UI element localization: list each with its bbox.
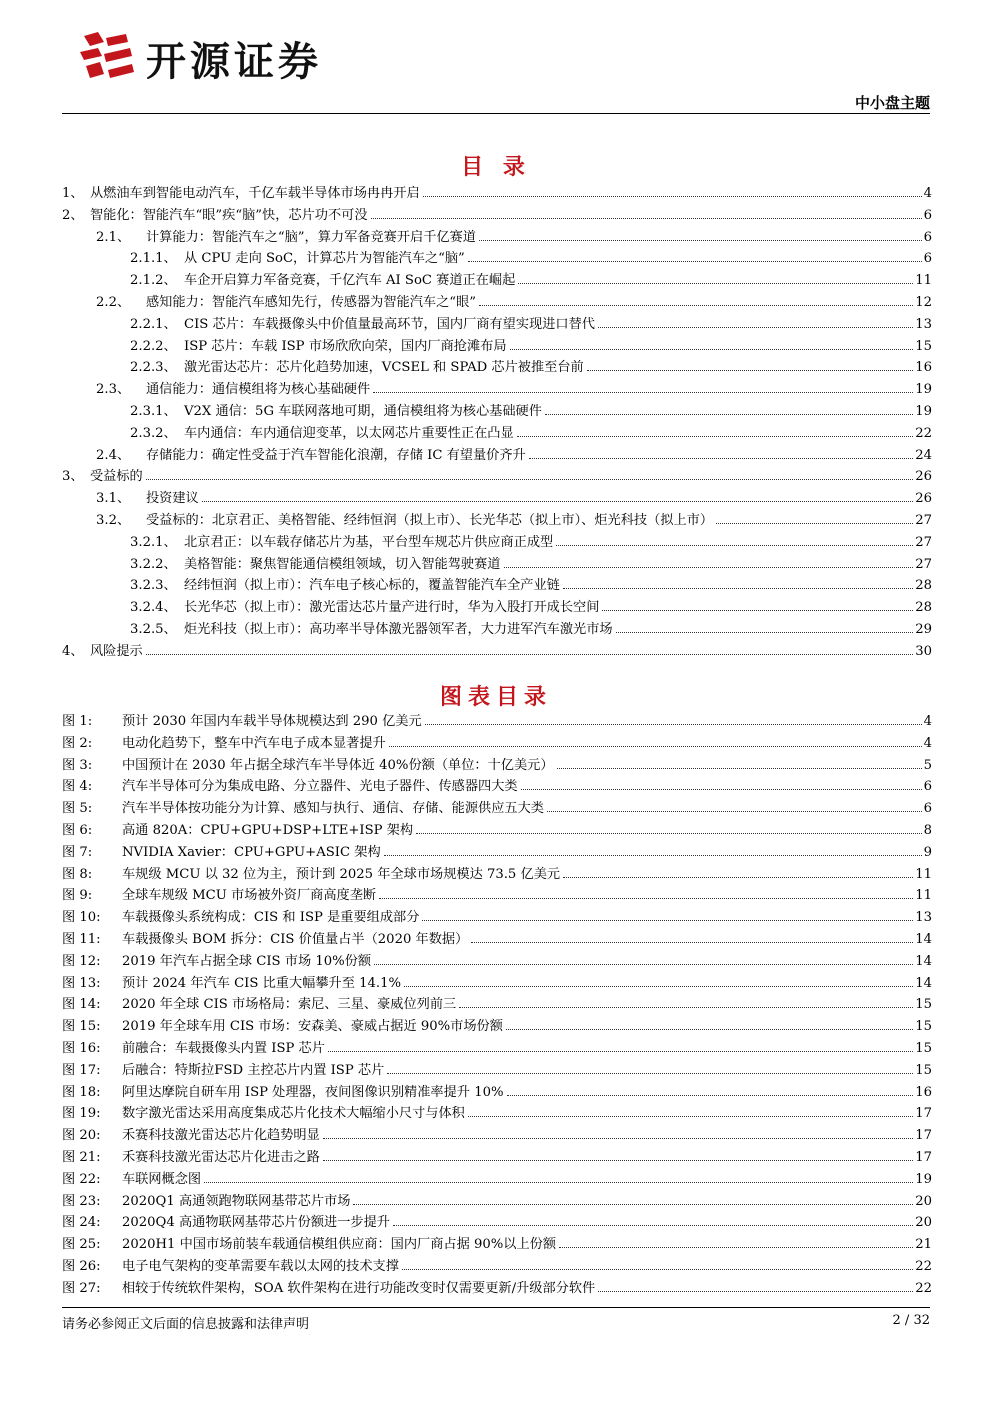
figure-entry-text: 中国预计在 2030 年占据全球汽车半导体近 40%份额（单位：十亿美元） <box>122 757 554 773</box>
figure-entry-page: 13 <box>915 910 932 926</box>
dot-leader <box>416 833 922 834</box>
figure-entry[interactable] <box>62 733 932 755</box>
toc-entry-page: 29 <box>915 621 932 637</box>
toc-entry-page: 11 <box>915 273 932 289</box>
figure-entry-text: 数字激光雷达采用高度集成芯片化技术大幅缩小尺寸与体积 <box>122 1106 465 1122</box>
figure-entry-page: 19 <box>915 1171 932 1187</box>
figure-entry-text: 汽车半导体可分为集成电路、分立器件、光电子器件、传感器四大类 <box>122 779 518 795</box>
figure-entry-number: 图 1: <box>62 714 93 729</box>
toc-entry-text: 经纬恒润（拟上市）：汽车电子核心标的，覆盖智能汽车全产业链 <box>184 578 560 594</box>
toc-entry-text: 受益标的：北京君正、美格智能、经纬恒润（拟上市）、长光华芯（拟上市）、炬光科技（拟上市） <box>146 512 714 528</box>
figure-entry-text: 车规级 MCU 以 32 位为主，预计到 2025 年全球市场规模达 73.5 亿美元 <box>122 866 561 882</box>
figure-entry-text: 高通 820A：CPU+GPU+DSP+LTE+ISP 架构 <box>122 822 414 838</box>
dot-leader <box>371 218 922 219</box>
figure-entry-text: 2020H1 中国市场前装车载通信模组供应商：国内厂商占据 90%以上份额 <box>122 1237 557 1253</box>
figure-entry-number: 图 27: <box>62 1280 101 1296</box>
toc-list <box>62 183 932 663</box>
figure-entry[interactable] <box>62 1147 932 1169</box>
toc-entry-text: 美格智能：聚焦智能通信模组领域，切入智能驾驶赛道 <box>184 556 501 572</box>
toc-entry-number: 3.2.5、 <box>130 621 177 637</box>
dot-leader <box>425 724 922 725</box>
page-header <box>0 0 992 115</box>
toc-entry[interactable] <box>62 488 932 510</box>
figure-entry-number: 图 24: <box>62 1215 101 1231</box>
figure-entry-text: 2020 年全球 CIS 市场格局：索尼、三星、豪威位列前三 <box>122 997 457 1013</box>
figure-entry-page: 4 <box>923 714 932 729</box>
toc-entry-text: ISP 芯片：车载 ISP 市场欣欣向荣，国内厂商抢滩布局 <box>184 338 507 354</box>
figure-entry[interactable] <box>62 1256 932 1278</box>
toc-entry[interactable] <box>62 575 932 597</box>
figure-entry-text: 车载摄像头系统构成：CIS 和 ISP 是重要组成部分 <box>122 910 420 926</box>
toc-entry-page: 22 <box>915 425 932 441</box>
toc-entry-text: 炬光科技（拟上市）：高功率半导体激光器领军者，大力进军汽车激光市场 <box>184 621 613 637</box>
figure-entry-number: 图 23: <box>62 1193 101 1209</box>
figure-entry-number: 图 20: <box>62 1128 101 1144</box>
dot-leader <box>479 305 913 306</box>
dot-leader <box>479 240 922 241</box>
figure-entry-number: 图 11: <box>62 931 101 947</box>
toc-entry-text: 计算能力：智能汽车之“脑”，算力军备竞赛开启千亿赛道 <box>146 229 476 245</box>
toc-entry-text: 智能化：智能汽车“眼”疾“脑”快，芯片功不可没 <box>90 207 368 223</box>
toc-entry-text: 激光雷达芯片：芯片化趋势加速，VCSEL 和 SPAD 芯片被推至台前 <box>184 360 584 376</box>
toc-entry-number: 2.3.1、 <box>130 403 177 419</box>
figure-entry-number: 图 14: <box>62 997 101 1013</box>
toc-entry-page: 6 <box>923 229 932 245</box>
toc-entry-text: 通信能力：通信模组将为核心基础硬件 <box>146 382 371 398</box>
toc-entry-page: 26 <box>915 469 932 485</box>
toc-entry-text: 北京君正：以车载存储芯片为基，平台型车规芯片供应商正成型 <box>184 534 554 550</box>
figure-entry-number: 图 2: <box>62 735 93 751</box>
figure-entry[interactable] <box>62 1103 932 1125</box>
dot-leader <box>506 1029 913 1030</box>
figure-entry-page: 11 <box>915 866 932 882</box>
dot-leader <box>598 327 913 328</box>
figure-entry-page: 20 <box>915 1193 932 1209</box>
dot-leader <box>507 1095 914 1096</box>
figure-entry[interactable] <box>62 1060 932 1082</box>
dot-leader <box>323 1138 913 1139</box>
figure-entry[interactable] <box>62 776 932 798</box>
toc-entry-text: 投资建议 <box>146 491 199 507</box>
toc-entry[interactable] <box>62 445 932 467</box>
toc-entry-page: 27 <box>915 556 932 572</box>
section-label: 中小盘主题 <box>854 94 930 112</box>
dot-leader <box>557 768 922 769</box>
toc-entry[interactable] <box>62 379 932 401</box>
figure-entry-page: 15 <box>915 1019 932 1035</box>
figure-entry-number: 图 17: <box>62 1062 101 1078</box>
kaiyuan-logo-icon <box>78 30 136 86</box>
toc-entry-page: 4 <box>923 186 932 201</box>
figure-entry[interactable] <box>62 755 932 777</box>
dot-leader <box>518 283 913 284</box>
figure-entry-number: 图 9: <box>62 888 93 904</box>
brand-name: 开源证券 <box>146 38 322 85</box>
toc-title: 目 录 <box>461 155 531 180</box>
toc-entry[interactable] <box>62 401 932 423</box>
figure-entry[interactable] <box>62 1212 932 1234</box>
toc-entry-page: 19 <box>915 382 932 398</box>
toc-entry[interactable] <box>62 248 932 270</box>
brand-logo <box>78 30 322 86</box>
footer-disclaimer: 请务必参阅正文后面的信息披露和法律声明 <box>62 1317 310 1332</box>
toc-entry-number: 2.1.2、 <box>130 273 177 289</box>
toc-entry-number: 2.2.2、 <box>130 338 177 354</box>
figure-entry-page: 8 <box>923 822 932 838</box>
toc-entry-number: 2.2.1、 <box>130 316 177 332</box>
dot-leader <box>353 1204 913 1205</box>
figure-entry-page: 11 <box>915 888 932 904</box>
toc-entry-page: 24 <box>915 447 932 463</box>
dot-leader <box>146 479 913 480</box>
figure-entry-page: 22 <box>915 1280 932 1296</box>
figure-toc-title: 图表目录 <box>439 685 552 710</box>
figure-entry-number: 图 18: <box>62 1084 101 1100</box>
toc-entry-page: 27 <box>915 534 932 550</box>
dot-leader <box>587 370 914 371</box>
figure-toc-list <box>62 711 932 1300</box>
toc-entry[interactable] <box>62 183 932 205</box>
dot-leader <box>616 632 914 633</box>
figure-entry-number: 图 5: <box>62 801 93 817</box>
figure-entry-page: 14 <box>915 931 932 947</box>
figure-entry-number: 图 4: <box>62 779 93 795</box>
toc-entry[interactable] <box>62 641 932 663</box>
footer-divider <box>62 1307 930 1308</box>
figure-entry-text: 前融合：车载摄像头内置 ISP 芯片 <box>122 1040 325 1056</box>
toc-entry[interactable] <box>62 554 932 576</box>
dot-leader <box>556 545 913 546</box>
figure-entry-number: 图 15: <box>62 1019 101 1035</box>
dot-leader <box>521 789 922 790</box>
figure-entry[interactable] <box>62 1125 932 1147</box>
figure-entry-number: 图 13: <box>62 975 101 991</box>
toc-entry-number: 3.1、 <box>96 491 131 507</box>
dot-leader <box>559 1247 913 1248</box>
toc-entry-number: 3、 <box>62 469 84 485</box>
toc-entry[interactable] <box>62 532 932 554</box>
figure-entry-page: 17 <box>915 1149 932 1165</box>
figure-entry-text: 2020Q4 高通物联网基带芯片份额进一步提升 <box>122 1215 390 1231</box>
figure-entry-number: 图 19: <box>62 1106 101 1122</box>
toc-entry[interactable] <box>62 597 932 619</box>
figure-entry-text: 预计 2024 年汽车 CIS 比重大幅攀升至 14.1% <box>122 975 401 991</box>
toc-entry[interactable] <box>62 227 932 249</box>
toc-entry-text: 车企开启算力军备竞赛，千亿汽车 AI SoC 赛道正在崛起 <box>184 273 516 289</box>
dot-leader <box>510 349 914 350</box>
toc-entry-number: 2.2、 <box>96 294 131 310</box>
toc-entry-number: 4、 <box>62 643 84 659</box>
toc-entry-page: 6 <box>923 251 932 267</box>
toc-entry-number: 2.1.1、 <box>130 251 177 267</box>
figure-entry-text: 电子电气架构的变革需要车载以太网的技术支撑 <box>122 1258 399 1274</box>
figure-entry-text: 禾赛科技激光雷达芯片化趋势明显 <box>122 1128 320 1144</box>
figure-entry-text: 2020Q1 高通领跑物联网基带芯片市场 <box>122 1193 351 1209</box>
dot-leader <box>146 654 913 655</box>
toc-entry-text: V2X 通信：5G 车联网落地可期，通信模组将为核心基础硬件 <box>184 403 542 419</box>
toc-entry-text: 从 CPU 走向 SoC，计算芯片为智能汽车之“脑” <box>184 251 465 267</box>
dot-leader <box>459 1007 913 1008</box>
dot-leader <box>563 588 913 589</box>
toc-entry-number: 2.3.2、 <box>130 425 177 441</box>
toc-entry-page: 13 <box>915 316 932 332</box>
figure-entry-number: 图 8: <box>62 866 93 882</box>
figure-entry[interactable] <box>62 1082 932 1104</box>
figure-entry[interactable] <box>62 1016 932 1038</box>
dot-leader <box>202 501 913 502</box>
dot-leader <box>468 1116 913 1117</box>
figure-entry[interactable] <box>62 1038 932 1060</box>
figure-entry-page: 16 <box>915 1084 932 1100</box>
figure-entry-text: 电动化趋势下，整车中汽车电子成本显著提升 <box>122 735 386 751</box>
dot-leader <box>323 1160 913 1161</box>
figure-entry-text: 后融合：特斯拉FSD 主控芯片内置 ISP 芯片 <box>122 1062 385 1078</box>
toc-entry-text: 车内通信：车内通信迎变革，以太网芯片重要性正在凸显 <box>184 425 514 441</box>
toc-entry-number: 2.3、 <box>96 382 131 398</box>
dot-leader <box>529 458 913 459</box>
dot-leader <box>387 1073 913 1074</box>
dot-leader <box>389 746 922 747</box>
figure-entry-page: 22 <box>915 1258 932 1274</box>
figure-entry[interactable] <box>62 907 932 929</box>
figure-entry-text: 汽车半导体按功能分为计算、感知与执行、通信、存储、能源供应五大类 <box>122 801 544 817</box>
figure-entry-text: 禾赛科技激光雷达芯片化进击之路 <box>122 1149 320 1165</box>
figure-entry-number: 图 22: <box>62 1171 101 1187</box>
figure-entry[interactable] <box>62 1169 932 1191</box>
dot-leader <box>545 414 913 415</box>
figure-entry-text: 预计 2030 年国内车载半导体规模达到 290 亿美元 <box>122 714 422 729</box>
dot-leader <box>471 942 913 943</box>
figure-entry-page: 14 <box>915 975 932 991</box>
figure-entry-page: 6 <box>923 801 932 817</box>
toc-entry-text: 受益标的 <box>90 469 143 485</box>
figure-entry-number: 图 25: <box>62 1237 101 1253</box>
figure-entry-page: 21 <box>915 1237 932 1253</box>
figure-entry-page: 6 <box>923 779 932 795</box>
figure-entry-number: 图 12: <box>62 953 101 969</box>
figure-entry-text: 2019 年全球车用 CIS 市场：安森美、豪威占据近 90%市场份额 <box>122 1019 503 1035</box>
figure-entry[interactable] <box>62 885 932 907</box>
dot-leader <box>402 1269 913 1270</box>
figure-entry-page: 4 <box>923 735 932 751</box>
dot-leader <box>468 261 922 262</box>
figure-entry[interactable] <box>62 951 932 973</box>
figure-entry-page: 15 <box>915 1062 932 1078</box>
header-divider <box>62 113 930 114</box>
figure-entry[interactable] <box>62 864 932 886</box>
figure-entry-page: 20 <box>915 1215 932 1231</box>
toc-entry-page: 6 <box>923 207 932 223</box>
dot-leader <box>393 1225 913 1226</box>
toc-entry-number: 3.2.1、 <box>130 534 177 550</box>
toc-entry-page: 19 <box>915 403 932 419</box>
dot-leader <box>423 196 922 197</box>
page-number: 2 / 32 <box>892 1313 930 1328</box>
figure-entry-number: 图 21: <box>62 1149 101 1165</box>
toc-entry-number: 3.2.3、 <box>130 578 177 594</box>
toc-entry[interactable] <box>62 314 932 336</box>
toc-entry-number: 2.4、 <box>96 447 131 463</box>
figure-entry[interactable] <box>62 973 932 995</box>
toc-entry-number: 2、 <box>62 207 84 223</box>
figure-entry-text: 车联网概念图 <box>122 1171 202 1187</box>
figure-entry[interactable] <box>62 929 932 951</box>
figure-entry-text: 车载摄像头 BOM 拆分：CIS 价值量占半（2020 年数据） <box>122 931 469 947</box>
toc-entry-text: 存储能力：确定性受益于汽车智能化浪潮，存储 IC 有望量价齐升 <box>146 447 526 463</box>
toc-entry-number: 2.2.3、 <box>130 360 177 376</box>
dot-leader <box>517 436 914 437</box>
toc-entry-page: 15 <box>915 338 932 354</box>
figure-entry[interactable] <box>62 711 932 733</box>
toc-entry-page: 28 <box>915 600 932 616</box>
figure-entry-page: 15 <box>915 1040 932 1056</box>
toc-entry[interactable] <box>62 292 932 314</box>
toc-entry-text: 感知能力：智能汽车感知先行，传感器为智能汽车之“眼” <box>146 294 476 310</box>
toc-entry[interactable] <box>62 357 932 379</box>
dot-leader <box>328 1051 913 1052</box>
dot-leader <box>547 811 922 812</box>
toc-entry[interactable] <box>62 205 932 227</box>
figure-entry-text: 相较于传统软件架构，SOA 软件架构在进行功能改变时仅需要更新/升级部分软件 <box>122 1280 596 1296</box>
dot-leader <box>598 1291 913 1292</box>
figure-entry-text: 2019 年汽车占据全球 CIS 市场 10%份额 <box>122 953 372 969</box>
figure-entry[interactable] <box>62 1191 932 1213</box>
figure-entry-page: 17 <box>915 1106 932 1122</box>
toc-entry[interactable] <box>62 510 932 532</box>
toc-entry-text: 从燃油车到智能电动汽车，千亿车载半导体市场冉冉开启 <box>90 186 420 201</box>
toc-entry-number: 3.2、 <box>96 512 131 528</box>
figure-entry[interactable] <box>62 842 932 864</box>
figure-entry-text: NVIDIA Xavier：CPU+GPU+ASIC 架构 <box>122 844 381 860</box>
figure-entry-number: 图 10: <box>62 910 101 926</box>
dot-leader <box>404 986 913 987</box>
figure-entry[interactable] <box>62 1278 932 1300</box>
dot-leader <box>563 877 913 878</box>
figure-entry[interactable] <box>62 820 932 842</box>
figure-entry-page: 5 <box>923 757 932 773</box>
figure-entry[interactable] <box>62 798 932 820</box>
figure-entry-number: 图 26: <box>62 1258 101 1274</box>
toc-entry-number: 3.2.2、 <box>130 556 177 572</box>
toc-entry-number: 2.1、 <box>96 229 131 245</box>
figure-entry-number: 图 6: <box>62 822 93 838</box>
figure-entry-page: 9 <box>923 844 932 860</box>
toc-entry[interactable] <box>62 466 932 488</box>
toc-entry-page: 16 <box>915 360 932 376</box>
figure-entry-number: 图 16: <box>62 1040 101 1056</box>
figure-entry-page: 14 <box>915 953 932 969</box>
dot-leader <box>373 392 913 393</box>
figure-entry-text: 全球车规级 MCU 市场被外资厂商高度垄断 <box>122 888 377 904</box>
toc-entry-number: 1、 <box>62 186 84 201</box>
figure-entry-page: 17 <box>915 1128 932 1144</box>
dot-leader <box>204 1182 913 1183</box>
toc-entry[interactable] <box>62 423 932 445</box>
dot-leader <box>384 855 922 856</box>
figure-entry[interactable] <box>62 994 932 1016</box>
dot-leader <box>602 610 913 611</box>
dot-leader <box>374 964 913 965</box>
toc-entry[interactable] <box>62 619 932 641</box>
toc-entry-text: 风险提示 <box>90 643 143 659</box>
dot-leader <box>504 567 914 568</box>
toc-entry[interactable] <box>62 270 932 292</box>
toc-entry-text: CIS 芯片：车载摄像头中价值量最高环节，国内厂商有望实现进口替代 <box>184 316 595 332</box>
toc-entry-page: 12 <box>915 294 932 310</box>
toc-entry-number: 3.2.4、 <box>130 600 177 616</box>
toc-entry[interactable] <box>62 336 932 358</box>
figure-entry[interactable] <box>62 1234 932 1256</box>
dot-leader <box>716 523 913 524</box>
toc-entry-text: 长光华芯（拟上市）：激光雷达芯片量产进行时，华为入股打开成长空间 <box>184 600 600 616</box>
dot-leader <box>379 898 913 899</box>
toc-entry-page: 27 <box>915 512 932 528</box>
toc-entry-page: 30 <box>915 643 932 659</box>
toc-entry-page: 26 <box>915 491 932 507</box>
figure-entry-number: 图 3: <box>62 757 93 773</box>
figure-entry-number: 图 7: <box>62 844 93 860</box>
figure-entry-page: 15 <box>915 997 932 1013</box>
toc-entry-page: 28 <box>915 578 932 594</box>
figure-entry-text: 阿里达摩院自研车用 ISP 处理器，夜间图像识别精准率提升 10% <box>122 1084 504 1100</box>
dot-leader <box>422 920 913 921</box>
